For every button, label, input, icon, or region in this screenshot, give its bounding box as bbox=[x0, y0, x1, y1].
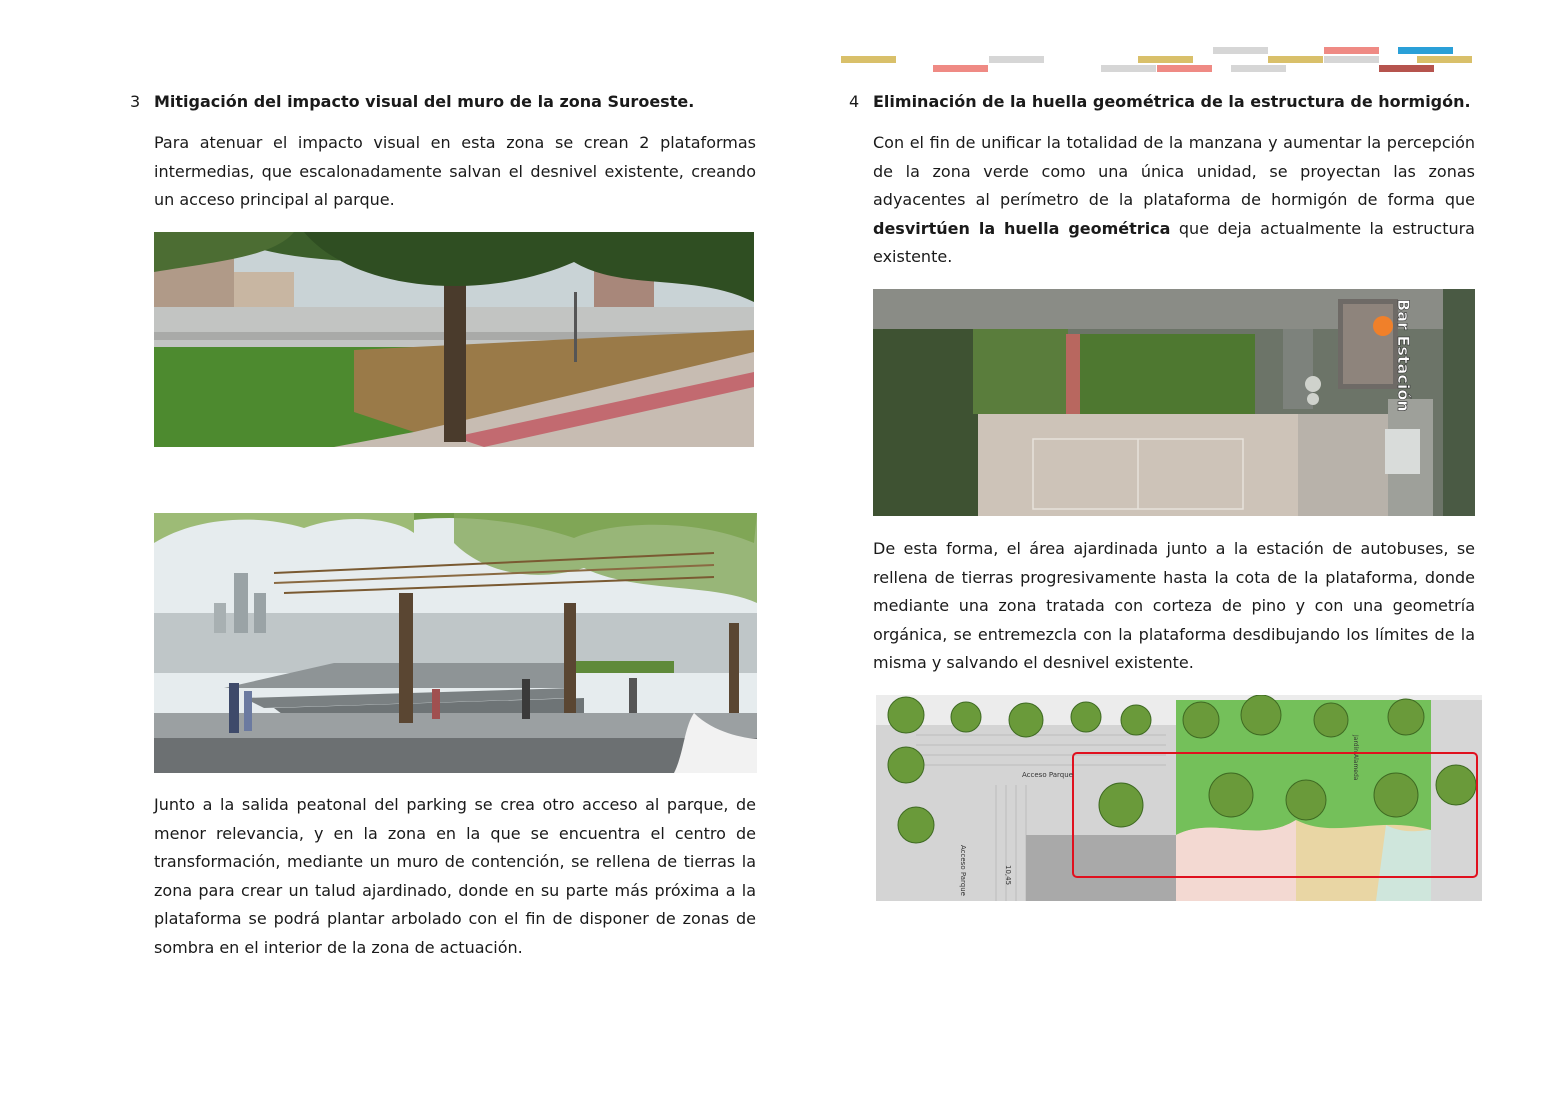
header-bar bbox=[1324, 56, 1379, 63]
header-bar bbox=[1138, 56, 1193, 63]
section-title: Mitigación del impacto visual del muro de la zona Suroeste. bbox=[154, 92, 695, 111]
intro-emphasis: desvirtúen la huella geométrica bbox=[873, 218, 1171, 238]
plan-label-garden: Jardín Alameda bbox=[1352, 735, 1359, 781]
header-bar bbox=[1231, 65, 1286, 72]
header-bar bbox=[1398, 47, 1453, 54]
section-title: Eliminación de la huella geométrica de la estructura de hormigón. bbox=[873, 92, 1471, 111]
aerial-photo bbox=[873, 289, 1475, 516]
plan-label-access-side: Acceso Parque bbox=[959, 845, 967, 896]
park-access-render bbox=[154, 513, 757, 773]
plan-label-level: 10,45 bbox=[1004, 865, 1012, 886]
header-bar bbox=[933, 65, 988, 72]
section-number: 4 bbox=[849, 92, 860, 111]
header-bar bbox=[841, 56, 896, 63]
section-3-heading bbox=[130, 91, 764, 113]
header-bar bbox=[989, 56, 1044, 63]
section-4-intro bbox=[873, 129, 1475, 272]
section-3-body: Junto a la salida peatonal del parking se crea otro acceso al parque, de menor relevancia, y en la zona en la que se encuentra el centro de transformación, mediante un muro de contención, se rellena de tierras la zona para crear un talud ajardinado, donde en su parte más próxima a la plataforma se podrá plantar arbolado con el fin de disponer de zonas de sombra en el interior de la zona de actuación. bbox=[154, 795, 756, 957]
intro-text: Con el fin de unificar la totalidad de la manzana y aumentar la percepción de la zona verde como una única unidad, se proyectan las zonas adyacentes al perímetro de la plataforma de hormigón de forma que bbox=[873, 133, 1475, 210]
header-bar bbox=[1324, 47, 1379, 54]
plan-label-access: Acceso Parque bbox=[1022, 771, 1073, 779]
header-bar bbox=[1213, 47, 1268, 54]
section-4-heading bbox=[849, 91, 1513, 113]
section-4-body: De esta forma, el área ajardinada junto a la estación de autobuses, se rellena de tierras progresivamente hasta la cota de la plataforma, donde mediante una zona tratada con corteza de pino y con una geometría orgánica, se entremezcla con la plataforma desdibujando los límites de la misma y salvando el desnivel existente. bbox=[873, 539, 1475, 673]
section-3-intro: Para atenuar el impacto visual en esta zona se crean 2 plataformas intermedias, que escalonadamente salvan el desnivel existente, creando un acceso principal al parque. bbox=[154, 133, 756, 210]
wall-photo bbox=[154, 232, 754, 447]
section-number: 3 bbox=[130, 92, 141, 111]
header-bar bbox=[1101, 65, 1156, 72]
place-label: Bar Estación bbox=[1394, 299, 1413, 412]
header-bar bbox=[1417, 56, 1472, 63]
header-bar bbox=[1157, 65, 1212, 72]
landscape-plan bbox=[876, 695, 1482, 901]
header-bar bbox=[1268, 56, 1323, 63]
intro-text-end: que deja actualmente la estructura existente. bbox=[873, 218, 1475, 267]
header-bar bbox=[1379, 65, 1434, 72]
